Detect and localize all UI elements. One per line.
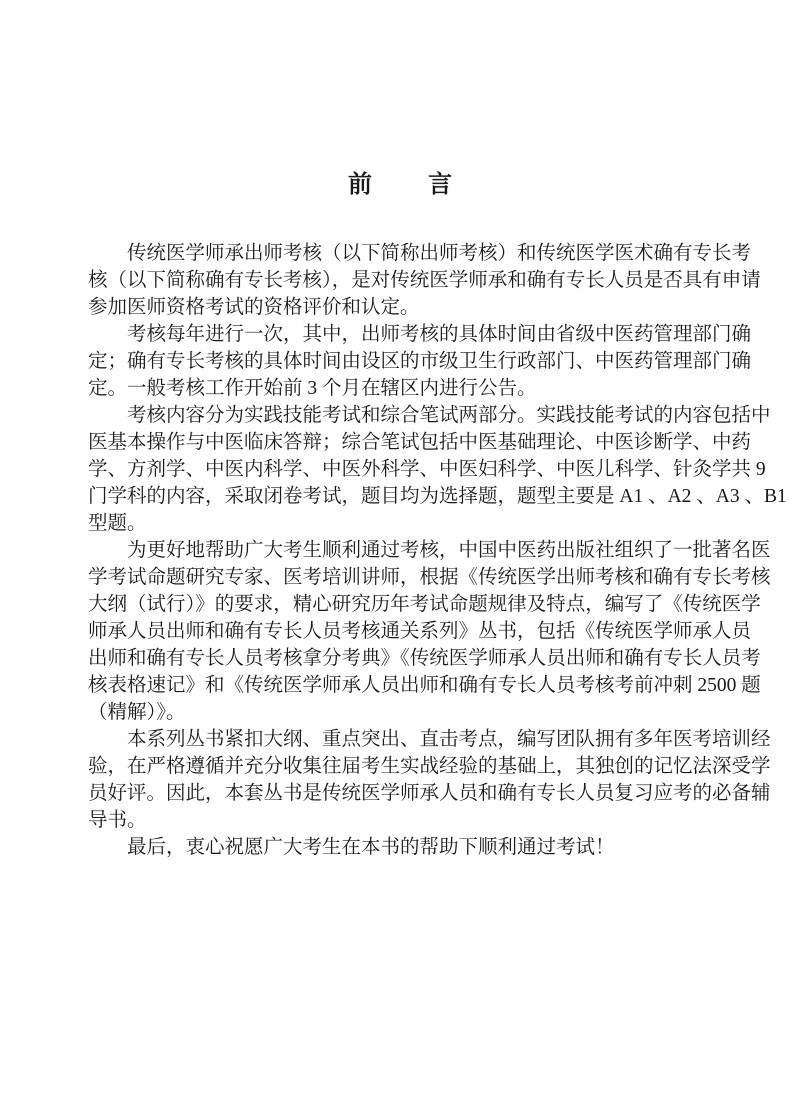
text-line: 考核内容分为实践技能考试和综合笔试两部分。实践技能考试的内容包括中 <box>127 405 771 426</box>
text-line: 定。一般考核工作开始前 3 个月在辖区内进行公告。 <box>88 378 537 399</box>
text-line: 本系列丛书紧扣大纲、重点突出、直击考点，编写团队拥有多年医考培训经 <box>127 729 771 750</box>
text-line: 师承人员出师和确有专长人员考核通关系列》丛书，包括《传统医学师承人员 <box>88 621 752 642</box>
text-line: 员好评。因此，本套丛书是传统医学师承人员和确有专长人员复习应考的必备辅 <box>88 783 771 804</box>
title-char-1: 前 <box>348 170 372 198</box>
text-line: 门学科的内容，采取闭卷考试，题目均为选择题，题型主要是 A1 、A2 、A3 、B1 <box>88 486 787 507</box>
paragraph <box>88 402 787 537</box>
text-line: 导书。 <box>88 810 147 831</box>
paragraph <box>88 726 771 834</box>
paragraph <box>88 240 761 321</box>
text-line: 参加医师资格考试的资格评价和认定。 <box>88 297 420 318</box>
text-line: 传统医学师承出师考核（以下简称出师考核）和传统医学医术确有专长考 <box>127 243 752 264</box>
paragraph <box>88 537 771 726</box>
text-line: （精解）》。 <box>88 702 186 723</box>
text-line: 学考试命题研究专家、医考培训讲师，根据《传统医学出师考核和确有专长考核 <box>88 567 771 588</box>
title-char-2: 言 <box>428 170 452 198</box>
text-line: 大纲（试行）》的要求，精心研究历年考试命题规律及特点，编写了《传统医学 <box>88 594 761 615</box>
text-line: 验，在严格遵循并充分收集往届考生实战经验的基础上，其独创的记忆法深受学 <box>88 756 771 777</box>
page-title <box>0 164 800 199</box>
text-line: 定；确有专长考核的具体时间由设区的市级卫生行政部门、中医药管理部门确 <box>88 351 752 372</box>
text-line: 医基本操作与中医临床答辩；综合笔试包括中医基础理论、中医诊断学、中药 <box>88 432 752 453</box>
text-line: 为更好地帮助广大考生顺利通过考核，中国中医药出版社组织了一批著名医 <box>127 540 771 561</box>
text-line: 核表格速记》和《传统医学师承人员出师和确有专长人员考核考前冲刺 2500 题 <box>88 675 761 696</box>
paragraph <box>88 321 752 402</box>
text-line: 型题。 <box>88 513 147 534</box>
text-line: 考核每年进行一次，其中，出师考核的具体时间由省级中医药管理部门确 <box>127 324 752 345</box>
preface-body <box>88 240 787 861</box>
text-line: 学、方剂学、中医内科学、中医外科学、中医妇科学、中医儿科学、针灸学共 9 <box>88 459 766 480</box>
paragraph <box>88 834 712 861</box>
text-line: 核（以下简称确有专长考核），是对传统医学师承和确有专长人员是否具有申请 <box>88 270 761 291</box>
text-line: 最后，衷心祝愿广大考生在本书的帮助下顺利通过考试！ <box>127 837 615 858</box>
text-line: 出师和确有专长人员考核拿分考典》《传统医学师承人员出师和确有专长人员考 <box>88 648 761 669</box>
